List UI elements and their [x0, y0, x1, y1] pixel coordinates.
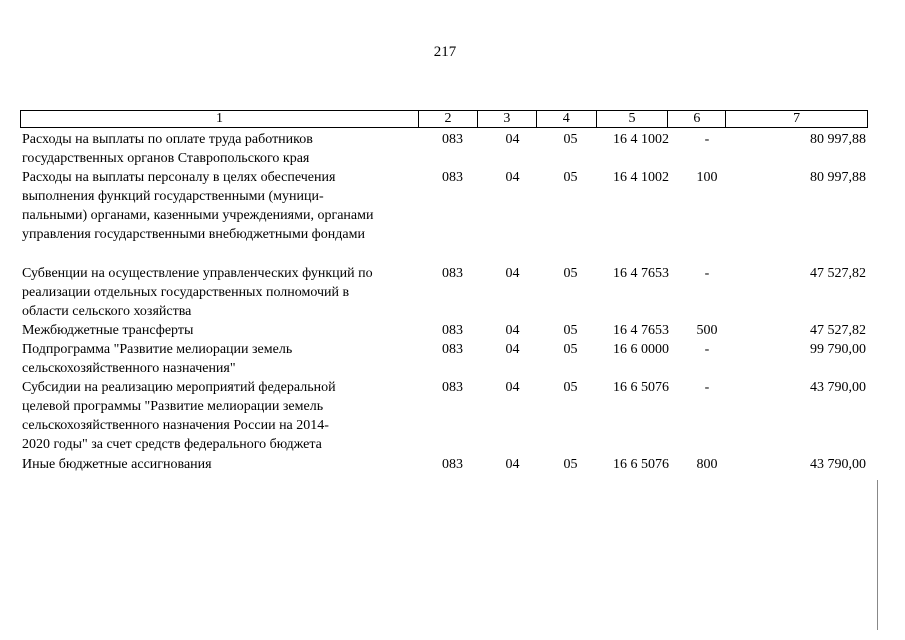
row-col-6: - — [704, 342, 710, 357]
column-header-6: 6 — [667, 111, 725, 127]
row-col-3: 04 — [505, 342, 520, 357]
row-col-3: 04 — [505, 170, 520, 185]
column-header-1: 1 — [216, 111, 224, 126]
row-name — [22, 130, 417, 168]
row-name-line: области сельского хозяйства — [22, 304, 192, 319]
column-header-4: 4 — [536, 111, 596, 127]
row-name-line: Субсидии на реализацию мероприятий федеральной — [22, 380, 336, 395]
row-col-6: 500 — [696, 323, 718, 338]
row-col-3: 04 — [505, 266, 520, 281]
row-name-line: реализации отдельных государственных полномочий в — [22, 285, 350, 300]
row-name-line: Иные бюджетные ассигнования — [22, 457, 212, 472]
row-col-5: 16 4 7653 — [613, 323, 669, 338]
row-col-6: 100 — [696, 170, 718, 185]
row-name-line: пальными) органами, казенными учреждениями, органами — [22, 208, 374, 223]
row-col-2: 083 — [442, 342, 463, 357]
row-col-5: 16 6 0000 — [613, 342, 669, 357]
row-col-2: 083 — [442, 323, 463, 338]
row-col-4: 05 — [563, 170, 578, 185]
row-name-line: Межбюджетные трансферты — [22, 323, 194, 338]
row-name — [22, 168, 417, 244]
row-col-4: 05 — [563, 380, 578, 395]
row-col-6: - — [704, 132, 710, 147]
row-col-7: 43 790,00 — [810, 457, 866, 472]
row-col-7: 43 790,00 — [810, 380, 866, 395]
row-col-5: 16 6 5076 — [613, 457, 669, 472]
row-col-5: 16 4 7653 — [613, 266, 669, 281]
row-col-7: 47 527,82 — [810, 323, 866, 338]
row-col-7: 80 997,88 — [810, 170, 866, 185]
row-col-4: 05 — [563, 342, 578, 357]
row-col-6: - — [704, 380, 710, 395]
row-col-7: 99 790,00 — [810, 342, 866, 357]
row-name — [22, 378, 417, 454]
row-col-2: 083 — [442, 457, 463, 472]
row-name-line: Расходы на выплаты по оплате труда работников — [22, 132, 313, 147]
column-header-3: 3 — [477, 111, 536, 127]
row-col-5: 16 4 1002 — [613, 170, 669, 185]
row-col-3: 04 — [505, 457, 520, 472]
row-name-line: 2020 годы" за счет средств федерального бюджета — [22, 437, 322, 452]
row-col-2: 083 — [442, 266, 463, 281]
row-name — [22, 455, 417, 474]
row-name — [22, 321, 417, 340]
row-col-3: 04 — [505, 132, 520, 147]
column-header-7: 7 — [725, 111, 867, 127]
row-col-5: 16 4 1002 — [613, 132, 669, 147]
row-name — [22, 264, 417, 321]
column-header-2: 2 — [418, 111, 477, 127]
row-name-line: целевой программы "Развитие мелиорации земель — [22, 399, 324, 414]
row-col-2: 083 — [442, 170, 463, 185]
row-name-line: Субвенции на осуществление управленческих функций по — [22, 266, 373, 281]
column-header-5: 5 — [596, 111, 668, 127]
row-col-4: 05 — [563, 266, 578, 281]
row-col-4: 05 — [563, 132, 578, 147]
row-col-7: 80 997,88 — [810, 132, 866, 147]
row-col-5: 16 6 5076 — [613, 380, 669, 395]
row-name-line: управления государственными внебюджетными фондами — [22, 227, 365, 242]
scan-edge-line — [877, 480, 878, 630]
row-col-6: - — [704, 266, 710, 281]
row-name — [22, 340, 417, 378]
row-name-line: сельскохозяйственного назначения" — [22, 361, 236, 376]
row-col-2: 083 — [442, 380, 463, 395]
budget-table — [20, 110, 868, 472]
row-col-3: 04 — [505, 323, 520, 338]
table-header-row — [20, 110, 868, 128]
row-name-line: Расходы на выплаты персоналу в целях обеспечения — [22, 170, 336, 185]
row-name-line: сельскохозяйственного назначения России на 2014- — [22, 418, 329, 433]
row-col-2: 083 — [442, 132, 463, 147]
page-number: 217 — [433, 44, 457, 60]
row-name-line: Подпрограмма "Развитие мелиорации земель — [22, 342, 293, 357]
row-col-6: 800 — [696, 457, 718, 472]
row-col-4: 05 — [563, 457, 578, 472]
row-name-line: выполнения функций государственными (муници- — [22, 189, 324, 204]
row-col-3: 04 — [505, 380, 520, 395]
row-name-line: государственных органов Ставропольского края — [22, 151, 310, 166]
row-col-7: 47 527,82 — [810, 266, 866, 281]
row-col-4: 05 — [563, 323, 578, 338]
